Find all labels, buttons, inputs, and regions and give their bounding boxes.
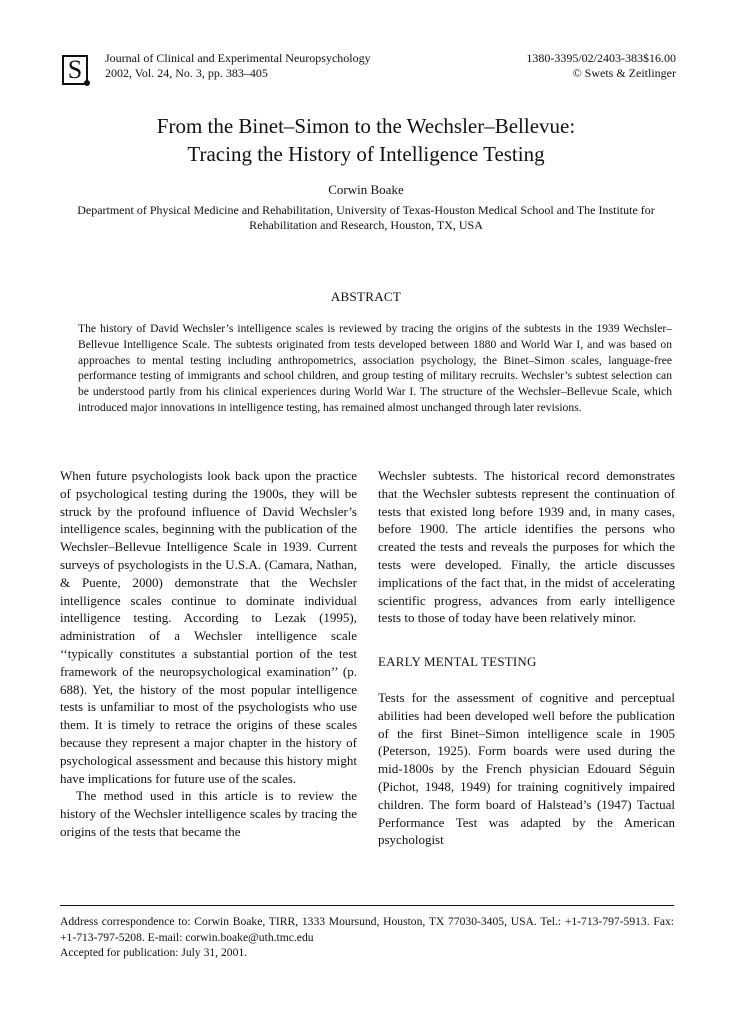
article-title (0, 112, 732, 168)
body-paragraph: Wechsler subtests. The historical record demonstrates that the Wechsler subtests represent the continuation of tests that existed long before 1939 and, in many cases, before 1900. The article identifies the persons who created the tests and reveals the purposes for which the tests were developed. Finally, the article discusses implications of the fact that, in the midst of accelerating scientific progress, advances from early intelligence tests to those of today have been relatively minor. (378, 468, 675, 626)
journal-citation: 2002, Vol. 24, No. 3, pp. 383–405 (105, 66, 268, 80)
body-paragraph: The method used in this article is to review the history of the Wechsler intelligence scales by tracing the origins of the tests that became the (60, 788, 357, 839)
issn-code: 1380-3395/02/2403-383$16.00 (526, 51, 676, 65)
title-line-2: Tracing the History of Intelligence Testing (187, 142, 545, 166)
journal-header (105, 51, 371, 81)
publisher-logo-letter: S (67, 55, 83, 84)
footnote (60, 914, 674, 961)
author-name: Corwin Boake (328, 182, 404, 197)
author-affiliation: Department of Physical Medicine and Rehabilitation, University of Texas-Houston Medical School and The Institute for Rehabilitation and Research, Houston, TX, USA (77, 203, 655, 232)
body-column-left (60, 467, 357, 841)
abstract-text: The history of David Wechsler’s intelligence scales is reviewed by tracing the origins of the subtests in the 1939 Wechsler–Bellevue Intelligence Scale. The subtests originated from tests developed between 1880 and World War I, and was based on approaches to mental testing including anthropometrics, association psychology, the Binet–Simon scales, language-free performance testing of immigrants and school children, and group testing of military recruits. Wechsler’s subtest selection can be understood partly from his clinical experiences during World War I. The structure of the Wechsler–Bellevue Scale, which introduced major innovations in intelligence testing, has remained almost unchanged through later revisions. (78, 322, 672, 414)
footnote-divider (60, 905, 674, 906)
publisher-logo (62, 55, 88, 85)
body-paragraph: Tests for the assessment of cognitive and perceptual abilities had been developed well before the publication of the first Binet–Simon intelligence scale in 1905 (Peterson, 1925). Form boards were used during the mid-1800s by the French physician Edouard Séguin (Pichot, 1948, 1949) for training cognitively impaired children. The form board of Halstead’s (1947) Tactual Performance Test was adapted by the American psychologist (378, 689, 675, 848)
body-paragraph: When future psychologists look back upon the practice of psychological testing during the 1900s, they will be struck by the profound influence of David Wechsler’s intelligence scales, beginning with the publication of the Wechsler–Bellevue Intelligence Scale in 1939. Current surveys of psychologists in the U.S.A. (Camara, Nathan, & Puente, 2000) demonstrate that the Wechsler intelligence scales continue to dominate individual intelligence testing. According to Lezak (1995), administration of a Wechsler intelligence scale ‘‘typically constitutes a substantial portion of the test framework of the neuropsychological examination’’ (p. 688). Yet, the history of the most popular intelligence tests is unfamiliar to most of the psychologists who use them. It is timely to retrace the origins of these scales because they represent a major chapter in the history of psychological assessment and because this history might have implications for future use of the scales. (60, 468, 357, 786)
abstract-heading: ABSTRACT (330, 289, 402, 304)
journal-name: Journal of Clinical and Experimental Neuropsychology (105, 51, 371, 65)
correspondence-address: Address correspondence to: Corwin Boake, TIRR, 1333 Moursund, Houston, TX 77030-3405, USA. Tel.: +1-713-797-5913. Fax: +1-713-797-5208. E-mail: corwin.boake@uth.tmc.edu (60, 915, 674, 944)
publisher-logo-dot (84, 80, 90, 86)
title-line-1: From the Binet–Simon to the Wechsler–Bellevue: (156, 114, 576, 138)
publisher-header (526, 51, 676, 81)
section-heading: EARLY MENTAL TESTING (378, 654, 537, 670)
acceptance-date: Accepted for publication: July 31, 2001. (60, 946, 248, 959)
copyright-notice: © Swets & Zeitlinger (572, 66, 676, 80)
body-column-right (378, 467, 675, 849)
